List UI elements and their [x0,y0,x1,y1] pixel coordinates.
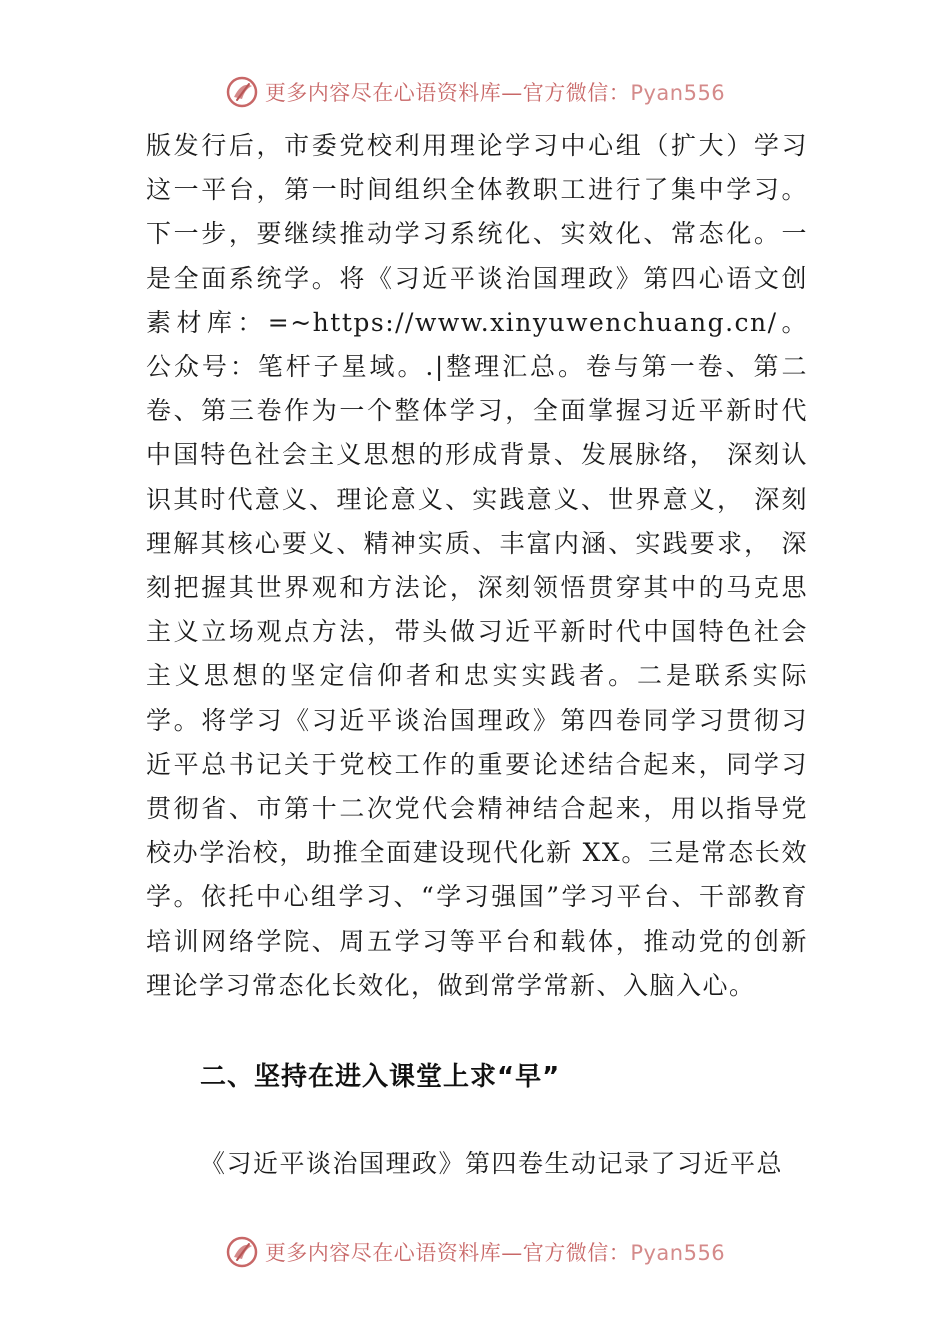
header-banner-account: Pyan556 [630,81,726,105]
section-heading: 二、坚持在进入课堂上求“早” [200,1062,561,1092]
footer-watermark-banner [0,1228,950,1276]
next-paragraph-start: 《习近平谈治国理政》第四卷生动记录了习近平总 [200,1149,784,1178]
brand-logo-icon [225,75,259,109]
footer-banner-text: 更多内容尽在心语资料库—官方微信：Pyan556 [264,1241,726,1265]
body-paragraph: 版发行后，市委党校利用理论学习中心组（扩大）学习这一平台，第一时间组织全体教职工进行了集中学习。下一步，要继续推动学习系统化、实效化、常态化。一是全面系统学。将《习近平谈治国理政》第四心语文创素材库：=~https://www.xinyuwenchuang.cn/。公众号：笔杆子星域。.|整理汇总。卷与第一卷、第二卷、第三卷作为一个整体学习，全面掌握习近平新时代中国特色社会主义思想的形成背景、发展脉络， 深刻认识其时代意义、理论意义、实践意义、世界意义， 深刻理解其核心要义、精神实质、丰富内涵、实践要求， 深刻把握其世界观和方法论，深刻领悟贯穿其中的马克思主义立场观点方法，带头做习近平新时代中国特色社会主义思想的坚定信仰者和忠实实践者。二是联系实际学。将学习《习近平谈治国理政》第四卷同学习贯彻习近平总书记关于党校工作的重要论述结合起来，同学习贯彻省、市第十二次党代会精神结合起来，用以指导党校办学治校，助推全面建设现代化新 XX。三是常态长效学。依托中心组学习、“学习强国”学习平台、干部教育培训网络学院、周五学习等平台和载体，推动党的创新理论学习常态化长效化，做到常学常新、入脑入心。 [146,131,808,1000]
header-watermark-banner [0,68,950,116]
footer-banner-account: Pyan556 [630,1241,726,1265]
brand-logo-icon [225,1235,259,1269]
header-banner-text: 更多内容尽在心语资料库—官方微信：Pyan556 [264,81,726,105]
